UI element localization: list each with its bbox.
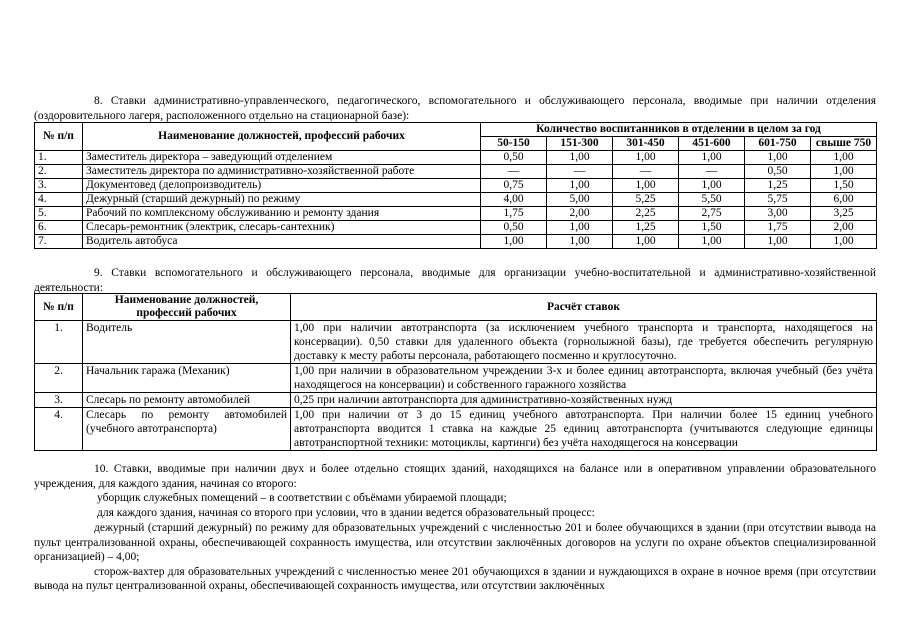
rate-cell: 2,75 [679, 207, 745, 221]
row-num: 2. [35, 364, 83, 393]
col-header-num: № п/п [35, 123, 83, 151]
rate-cell: 5,75 [745, 193, 811, 207]
row-calc: 1,00 при наличии от 3 до 15 единиц учебного автотранспорта. При наличии более 15 единиц учебного автотранспорта вводится 1 ставка на каждые 25 единиц автотранспорта (учитываются следующие единицы автотранспортной техники: мотоциклы, картинги) без учёта находящегося на консервации [291, 408, 877, 451]
table-row [35, 221, 877, 235]
row-num: 4. [35, 408, 83, 451]
row-num: 2. [35, 165, 83, 179]
rate-cell: 1,00 [745, 235, 811, 249]
col-header-count: 301-450 [613, 137, 679, 151]
row-position-name: Слесарь по ремонту автомобилей [83, 393, 291, 408]
rate-cell: 1,00 [745, 151, 811, 165]
rate-cell: 5,00 [547, 193, 613, 207]
rate-cell: — [547, 165, 613, 179]
rate-cell: 1,00 [547, 221, 613, 235]
section-10 [34, 462, 876, 594]
rate-cell: 3,25 [811, 207, 877, 221]
row-position-name: Рабочий по комплексному обслуживанию и ремонту здания [83, 207, 481, 221]
rate-cell: — [481, 165, 547, 179]
row-calc: 0,25 при наличии автотранспорта для административно-хозяйственных нужд [291, 393, 877, 408]
row-num: 1. [35, 151, 83, 165]
section-10-item: для каждого здания, начиная со второго при условии, что в здании ведется образовательный процесс: [97, 507, 595, 519]
rate-cell: 6,00 [811, 193, 877, 207]
rate-cell: 1,00 [613, 235, 679, 249]
rate-cell: 1,00 [679, 179, 745, 193]
row-position-name: Слесарь-ремонтник (электрик, слесарь-сантехник) [83, 221, 481, 235]
rate-cell: 0,50 [745, 165, 811, 179]
rate-cell: 1,00 [811, 151, 877, 165]
table-row [35, 179, 877, 193]
rate-cell: 1,75 [481, 207, 547, 221]
rate-cell: 1,00 [613, 151, 679, 165]
rate-cell: 1,00 [547, 151, 613, 165]
col-header-name: Наименование должностей, профессий рабочих [83, 294, 291, 321]
section-10-item: уборщик служебных помещений – в соответствии с объёмами убираемой площади; [97, 492, 507, 504]
row-position-name: Дежурный (старший дежурный) по режиму [83, 193, 481, 207]
row-num: 4. [35, 193, 83, 207]
rate-cell: 2,00 [547, 207, 613, 221]
rate-cell: 1,50 [679, 221, 745, 235]
table-row [35, 393, 877, 408]
row-num: 1. [35, 321, 83, 364]
rate-cell: 5,50 [679, 193, 745, 207]
col-header-count: 601-750 [745, 137, 811, 151]
rate-cell: 1,25 [613, 221, 679, 235]
row-calc: 1,00 при наличии автотранспорта (за исключением учебного транспорта и транспорта, находящегося на консервации). 0,50 ставки для удаленного объекта (горнолыжной базы), где требуется обеспечить регулярную доставку к месту работы персонала, работающего посменно и круглосуточно. [291, 321, 877, 364]
rate-cell: — [613, 165, 679, 179]
calc-rates-table [34, 293, 877, 451]
rate-cell: 1,00 [679, 235, 745, 249]
rate-cell: 1,50 [811, 179, 877, 193]
row-position-name: Начальник гаража (Механик) [83, 364, 291, 393]
rate-cell: 1,25 [745, 179, 811, 193]
row-calc: 1,00 при наличии в образовательном учреждении 3-х и более единиц автотранспорта, включая учебный (без учёта находящегося на консервации) и собственного гаражного хозяйства [291, 364, 877, 393]
col-header-count: свыше 750 [811, 137, 877, 151]
rate-cell: 0,50 [481, 151, 547, 165]
col-header-count: 151-300 [547, 137, 613, 151]
col-header-count: 451-600 [679, 137, 745, 151]
row-position-name: Водитель [83, 321, 291, 364]
col-header-group: Количество воспитанников в отделении в целом за год [481, 123, 877, 137]
col-header-count: 50-150 [481, 137, 547, 151]
row-num: 3. [35, 179, 83, 193]
rate-cell: 1,00 [547, 235, 613, 249]
row-num: 7. [35, 235, 83, 249]
rate-cell: 1,00 [481, 235, 547, 249]
section-8-intro: 8. Ставки административно-управленческого, педагогического, вспомогательного и обслуживающего персонала, вводимые при наличии отделения (оздоровительного лагеря, расположенного отдельно на стационарной базе): [34, 95, 876, 122]
staff-rates-table [34, 122, 877, 249]
table-row [35, 321, 877, 364]
rate-cell: 0,50 [481, 221, 547, 235]
col-header-name: Наименование должностей, профессий рабочих [83, 123, 481, 151]
row-num: 6. [35, 221, 83, 235]
table-row [35, 235, 877, 249]
rate-cell: 1,00 [613, 179, 679, 193]
row-position-name: Водитель автобуса [83, 235, 481, 249]
rate-cell: 1,00 [547, 179, 613, 193]
col-header-calc: Расчёт ставок [291, 294, 877, 321]
rate-cell: — [679, 165, 745, 179]
table-row [35, 193, 877, 207]
table-row [35, 207, 877, 221]
table-row [35, 408, 877, 451]
rate-cell: 4,00 [481, 193, 547, 207]
table-row [35, 364, 877, 393]
table-row [35, 165, 877, 179]
row-position-name: Слесарь по ремонту автомобилей (учебного автотранспорта) [83, 408, 291, 451]
rate-cell: 0,75 [481, 179, 547, 193]
rate-cell: 2,25 [613, 207, 679, 221]
rate-cell: 1,00 [811, 235, 877, 249]
section-10-intro: 10. Ставки, вводимые при наличии двух и более отдельно стоящих зданий, находящихся на балансе или в оперативном управлении образовательного учреждения, для каждого здания, начиная со второго: [34, 463, 876, 490]
row-num: 5. [35, 207, 83, 221]
row-position-name: Заместитель директора – заведующий отделением [83, 151, 481, 165]
section-9-intro: 9. Ставки вспомогательного и обслуживающего персонала, вводимые для организации учебно-воспитательной и административно-хозяйственной деятельности: [34, 267, 876, 294]
col-header-num: № п/п [35, 294, 83, 321]
rate-cell: 1,00 [811, 165, 877, 179]
rate-cell: 1,75 [745, 221, 811, 235]
rate-cell: 3,00 [745, 207, 811, 221]
section-10-item: дежурный (старший дежурный) по режиму для образовательных учреждений с численностью 201 и более обучающихся в здании (при отсутствии вывода на пульт централизованной охраны, обеспечивающей сохранность имущества, или отсутствии заключённых договоров на услуги по охране объектов специализированной организацией) – 4,00; [34, 522, 876, 563]
row-position-name: Документовед (делопроизводитель) [83, 179, 481, 193]
row-num: 3. [35, 393, 83, 408]
row-position-name: Заместитель директора по административно-хозяйственной работе [83, 165, 481, 179]
table-row [35, 151, 877, 165]
section-10-item: сторож-вахтер для образовательных учреждений с численностью менее 201 обучающихся в здании и нуждающихся в охране в ночное время (при отсутствии вывода на пульт централизованной охраны, обеспечивающей сохранность имущества, или отсутствии заключённых [34, 565, 876, 592]
rate-cell: 1,00 [679, 151, 745, 165]
rate-cell: 5,25 [613, 193, 679, 207]
rate-cell: 2,00 [811, 221, 877, 235]
